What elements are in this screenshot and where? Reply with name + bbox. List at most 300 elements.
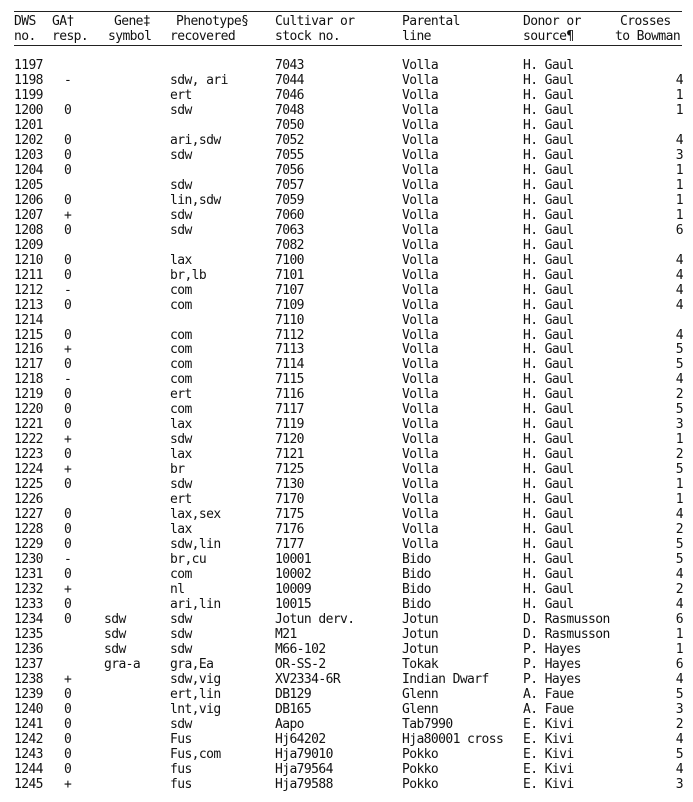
parental-cell: Volla xyxy=(402,447,439,463)
dws-cell: 1225 xyxy=(14,477,43,493)
donor-cell: H. Gaul xyxy=(523,267,574,283)
cultivar-cell: 7120 xyxy=(275,432,304,448)
donor-cell: E. Kivi xyxy=(523,731,574,747)
dws-cell: 1222 xyxy=(14,432,43,448)
donor-cell: H. Gaul xyxy=(523,297,574,313)
header-parental-line1: Parental xyxy=(402,14,460,29)
header-rule xyxy=(14,45,682,46)
donor-cell: P. Hayes xyxy=(523,671,581,687)
ga-cell: 0 xyxy=(64,267,72,283)
phenotype-cell: sdw xyxy=(170,641,192,657)
phenotype-cell: com xyxy=(170,402,192,418)
phenotype-cell: com xyxy=(170,342,192,358)
parental-cell: Hja80001 cross xyxy=(402,731,504,747)
crosses-cell: 4 xyxy=(675,731,683,747)
ga-cell: 0 xyxy=(64,716,72,732)
donor-cell: H. Gaul xyxy=(523,417,574,433)
crosses-cell: 4 xyxy=(675,297,683,313)
cultivar-cell: 10015 xyxy=(275,596,312,612)
crosses-cell: 1 xyxy=(675,477,683,493)
dws-cell: 1242 xyxy=(14,731,43,747)
phenotype-cell: Fus xyxy=(170,731,192,747)
crosses-cell: 1 xyxy=(675,177,683,193)
header-dws-line2: no. xyxy=(14,29,36,44)
cultivar-cell: M66-102 xyxy=(275,641,326,657)
cultivar-cell: 10002 xyxy=(275,567,312,582)
cultivar-cell: 7052 xyxy=(275,132,304,148)
phenotype-cell: ert xyxy=(170,387,192,403)
dws-cell: 1234 xyxy=(14,611,43,627)
donor-cell: E. Kivi xyxy=(523,776,574,792)
crosses-cell: 4 xyxy=(675,372,683,388)
ga-cell: + xyxy=(64,207,72,223)
cultivar-cell: 7177 xyxy=(275,537,304,552)
crosses-cell: 4 xyxy=(675,596,683,612)
phenotype-cell: br,cu xyxy=(170,552,207,567)
donor-cell: H. Gaul xyxy=(523,387,574,403)
dws-cell: 1207 xyxy=(14,207,43,223)
dws-cell: 1221 xyxy=(14,417,43,433)
phenotype-cell: sdw, ari xyxy=(170,73,228,88)
cultivar-cell: 7176 xyxy=(275,522,304,538)
crosses-cell: 1 xyxy=(675,102,683,118)
donor-cell: H. Gaul xyxy=(523,192,574,208)
crosses-cell: 5 xyxy=(675,746,683,762)
donor-cell: H. Gaul xyxy=(523,147,574,163)
dws-cell: 1199 xyxy=(14,87,43,103)
parental-cell: Bido xyxy=(402,582,431,597)
parental-cell: Volla xyxy=(402,162,439,178)
parental-cell: Tokak xyxy=(402,656,439,672)
dws-cell: 1240 xyxy=(14,701,43,717)
ga-cell: + xyxy=(64,432,72,448)
cultivar-cell: 7125 xyxy=(275,462,304,478)
dws-cell: 1214 xyxy=(14,312,43,328)
cultivar-cell: 7109 xyxy=(275,297,304,313)
crosses-cell: 2 xyxy=(675,522,683,538)
ga-cell: 0 xyxy=(64,132,72,148)
parental-cell: Volla xyxy=(402,492,439,508)
donor-cell: A. Faue xyxy=(523,701,574,717)
dws-cell: 1200 xyxy=(14,102,43,118)
cultivar-cell: 7110 xyxy=(275,312,304,328)
crosses-cell: 5 xyxy=(675,402,683,418)
phenotype-cell: sdw xyxy=(170,626,192,642)
crosses-cell: 5 xyxy=(675,357,683,373)
ga-cell: + xyxy=(64,776,72,792)
phenotype-cell: lax,sex xyxy=(170,507,221,523)
phenotype-cell: sdw xyxy=(170,611,192,627)
crosses-cell: 2 xyxy=(675,582,683,597)
phenotype-cell: sdw xyxy=(170,207,192,223)
phenotype-cell: lax xyxy=(170,522,192,538)
dws-cell: 1226 xyxy=(14,492,43,508)
cultivar-cell: 7059 xyxy=(275,192,304,208)
crosses-cell: 4 xyxy=(675,267,683,283)
gene-cell: sdw xyxy=(104,611,126,627)
ga-cell: 0 xyxy=(64,761,72,777)
crosses-cell: 1 xyxy=(675,192,683,208)
parental-cell: Volla xyxy=(402,237,439,253)
parental-cell: Volla xyxy=(402,132,439,148)
crosses-cell: 1 xyxy=(675,162,683,178)
dws-cell: 1235 xyxy=(14,626,43,642)
donor-cell: E. Kivi xyxy=(523,746,574,762)
ga-cell: 0 xyxy=(64,402,72,418)
parental-cell: Tab7990 xyxy=(402,716,453,732)
dws-cell: 1217 xyxy=(14,357,43,373)
parental-cell: Volla xyxy=(402,537,439,552)
ga-cell: 0 xyxy=(64,507,72,523)
dws-cell: 1218 xyxy=(14,372,43,388)
phenotype-cell: fus xyxy=(170,776,192,792)
parental-cell: Glenn xyxy=(402,701,439,717)
ga-cell: + xyxy=(64,671,72,687)
donor-cell: E. Kivi xyxy=(523,761,574,777)
dws-cell: 1201 xyxy=(14,117,43,133)
donor-cell: H. Gaul xyxy=(523,102,574,118)
crosses-cell: 2 xyxy=(675,716,683,732)
header-dws-line1: DWS xyxy=(14,14,36,29)
dws-cell: 1244 xyxy=(14,761,43,777)
parental-cell: Volla xyxy=(402,267,439,283)
parental-cell: Volla xyxy=(402,147,439,163)
parental-cell: Volla xyxy=(402,252,439,268)
parental-cell: Volla xyxy=(402,207,439,223)
crosses-cell: 3 xyxy=(675,701,683,717)
parental-cell: Volla xyxy=(402,432,439,448)
donor-cell: H. Gaul xyxy=(523,462,574,478)
gene-cell: gra-a xyxy=(104,656,141,672)
donor-cell: H. Gaul xyxy=(523,567,574,582)
parental-cell: Volla xyxy=(402,192,439,208)
ga-cell: 0 xyxy=(64,102,72,118)
phenotype-cell: sdw,vig xyxy=(170,671,221,687)
parental-cell: Glenn xyxy=(402,686,439,702)
ga-cell: 0 xyxy=(64,567,72,582)
dws-cell: 1203 xyxy=(14,147,43,163)
phenotype-cell: sdw xyxy=(170,177,192,193)
crosses-cell: 1 xyxy=(675,87,683,103)
cultivar-cell: 7055 xyxy=(275,147,304,163)
phenotype-cell: sdw xyxy=(170,222,192,238)
donor-cell: E. Kivi xyxy=(523,716,574,732)
donor-cell: H. Gaul xyxy=(523,327,574,343)
crosses-cell: 6 xyxy=(675,656,683,672)
dws-cell: 1228 xyxy=(14,522,43,538)
phenotype-cell: ert xyxy=(170,87,192,103)
ga-cell: 0 xyxy=(64,701,72,717)
dws-cell: 1239 xyxy=(14,686,43,702)
donor-cell: A. Faue xyxy=(523,686,574,702)
cultivar-cell: 7113 xyxy=(275,342,304,358)
dws-cell: 1220 xyxy=(14,402,43,418)
header-phenotype-line1: Phenotype§ xyxy=(176,14,249,29)
donor-cell: H. Gaul xyxy=(523,73,574,88)
parental-cell: Volla xyxy=(402,312,439,328)
dws-cell: 1209 xyxy=(14,237,43,253)
cultivar-cell: 7082 xyxy=(275,237,304,253)
parental-cell: Volla xyxy=(402,73,439,88)
phenotype-cell: sdw xyxy=(170,432,192,448)
phenotype-cell: com xyxy=(170,357,192,373)
phenotype-cell: Fus,com xyxy=(170,746,221,762)
cultivar-cell: 7044 xyxy=(275,73,304,88)
gene-cell: sdw xyxy=(104,626,126,642)
crosses-cell: 4 xyxy=(675,327,683,343)
cultivar-cell: OR-SS-2 xyxy=(275,656,326,672)
donor-cell: H. Gaul xyxy=(523,222,574,238)
ga-cell: 0 xyxy=(64,746,72,762)
ga-cell: - xyxy=(64,372,72,388)
phenotype-cell: sdw,lin xyxy=(170,537,221,552)
dws-cell: 1216 xyxy=(14,342,43,358)
header-crosses-line2: to Bowman xyxy=(615,29,681,44)
ga-cell: 0 xyxy=(64,297,72,313)
parental-cell: Jotun xyxy=(402,641,439,657)
dws-cell: 1213 xyxy=(14,297,43,313)
donor-cell: P. Hayes xyxy=(523,641,581,657)
phenotype-cell: br,lb xyxy=(170,267,207,283)
phenotype-cell: fus xyxy=(170,761,192,777)
donor-cell: H. Gaul xyxy=(523,402,574,418)
ga-cell: 0 xyxy=(64,147,72,163)
crosses-cell: 5 xyxy=(675,462,683,478)
cultivar-cell: Hja79010 xyxy=(275,746,333,762)
phenotype-cell: lin,sdw xyxy=(170,192,221,208)
phenotype-cell: ari,sdw xyxy=(170,132,221,148)
gene-cell: sdw xyxy=(104,641,126,657)
cultivar-cell: 7112 xyxy=(275,327,304,343)
crosses-cell: 2 xyxy=(675,447,683,463)
dws-cell: 1223 xyxy=(14,447,43,463)
phenotype-cell: com xyxy=(170,327,192,343)
header-cultivar-line1: Cultivar or xyxy=(275,14,355,29)
parental-cell: Volla xyxy=(402,417,439,433)
cultivar-cell: 10009 xyxy=(275,582,312,597)
donor-cell: H. Gaul xyxy=(523,312,574,328)
ga-cell: 0 xyxy=(64,537,72,552)
phenotype-cell: com xyxy=(170,567,192,582)
parental-cell: Volla xyxy=(402,507,439,523)
ga-cell: 0 xyxy=(64,357,72,373)
dws-cell: 1205 xyxy=(14,177,43,193)
cultivar-cell: 7117 xyxy=(275,402,304,418)
donor-cell: H. Gaul xyxy=(523,537,574,552)
cultivar-cell: DB129 xyxy=(275,686,312,702)
phenotype-cell: ert xyxy=(170,492,192,508)
parental-cell: Volla xyxy=(402,282,439,298)
header-gene-line2: symbol xyxy=(108,29,152,44)
donor-cell: H. Gaul xyxy=(523,507,574,523)
phenotype-cell: sdw xyxy=(170,716,192,732)
dws-cell: 1219 xyxy=(14,387,43,403)
dws-cell: 1198 xyxy=(14,73,43,88)
cultivar-cell: 7056 xyxy=(275,162,304,178)
phenotype-cell: br xyxy=(170,462,185,478)
ga-cell: - xyxy=(64,282,72,298)
parental-cell: Volla xyxy=(402,87,439,103)
phenotype-cell: com xyxy=(170,297,192,313)
parental-cell: Volla xyxy=(402,177,439,193)
donor-cell: H. Gaul xyxy=(523,117,574,133)
phenotype-cell: lnt,vig xyxy=(170,701,221,717)
crosses-cell: 4 xyxy=(675,252,683,268)
cultivar-cell: Hj64202 xyxy=(275,731,326,747)
parental-cell: Indian Dwarf xyxy=(402,671,489,687)
cultivar-cell: 7048 xyxy=(275,102,304,118)
parental-cell: Volla xyxy=(402,462,439,478)
phenotype-cell: sdw xyxy=(170,102,192,118)
crosses-cell: 5 xyxy=(675,686,683,702)
parental-cell: Volla xyxy=(402,522,439,538)
cultivar-cell: 7107 xyxy=(275,282,304,298)
ga-cell: 0 xyxy=(64,596,72,612)
donor-cell: H. Gaul xyxy=(523,596,574,612)
dws-cell: 1241 xyxy=(14,716,43,732)
dws-cell: 1243 xyxy=(14,746,43,762)
dws-cell: 1210 xyxy=(14,252,43,268)
parental-cell: Pokko xyxy=(402,746,439,762)
phenotype-cell: lax xyxy=(170,447,192,463)
cultivar-cell: 7170 xyxy=(275,492,304,508)
header-donor-line1: Donor or xyxy=(523,14,581,29)
parental-cell: Jotun xyxy=(402,626,439,642)
donor-cell: H. Gaul xyxy=(523,357,574,373)
cultivar-cell: 7114 xyxy=(275,357,304,373)
ga-cell: 0 xyxy=(64,522,72,538)
phenotype-cell: com xyxy=(170,282,192,298)
cultivar-cell: 7060 xyxy=(275,207,304,223)
ga-cell: 0 xyxy=(64,611,72,627)
donor-cell: H. Gaul xyxy=(523,237,574,253)
header-cultivar-line2: stock no. xyxy=(275,29,341,44)
cultivar-cell: 7050 xyxy=(275,117,304,133)
crosses-cell: 5 xyxy=(675,342,683,358)
donor-cell: H. Gaul xyxy=(523,87,574,103)
donor-cell: H. Gaul xyxy=(523,522,574,538)
parental-cell: Volla xyxy=(402,117,439,133)
cultivar-cell: DB165 xyxy=(275,701,312,717)
ga-cell: 0 xyxy=(64,477,72,493)
parental-cell: Volla xyxy=(402,297,439,313)
cultivar-cell: 7100 xyxy=(275,252,304,268)
crosses-cell: 3 xyxy=(675,147,683,163)
crosses-cell: 1 xyxy=(675,207,683,223)
header-phenotype-line2: recovered xyxy=(170,29,236,44)
dws-cell: 1206 xyxy=(14,192,43,208)
cultivar-cell: Hja79588 xyxy=(275,776,333,792)
donor-cell: H. Gaul xyxy=(523,372,574,388)
dws-cell: 1197 xyxy=(14,58,43,73)
ga-cell: + xyxy=(64,462,72,478)
phenotype-cell: lax xyxy=(170,417,192,433)
header-parental-line2: line xyxy=(402,29,431,44)
cultivar-cell: 7063 xyxy=(275,222,304,238)
top-rule xyxy=(14,11,682,12)
crosses-cell: 4 xyxy=(675,132,683,148)
cultivar-cell: XV2334-6R xyxy=(275,671,341,687)
donor-cell: H. Gaul xyxy=(523,477,574,493)
dws-cell: 1230 xyxy=(14,552,43,567)
donor-cell: H. Gaul xyxy=(523,447,574,463)
phenotype-cell: sdw xyxy=(170,147,192,163)
dws-cell: 1245 xyxy=(14,776,43,792)
dws-cell: 1202 xyxy=(14,132,43,148)
dws-cell: 1231 xyxy=(14,567,43,582)
ga-cell: 0 xyxy=(64,252,72,268)
cultivar-cell: 7115 xyxy=(275,372,304,388)
donor-cell: D. Rasmusson xyxy=(523,611,610,627)
dws-cell: 1237 xyxy=(14,656,43,672)
dws-cell: 1233 xyxy=(14,596,43,612)
donor-cell: H. Gaul xyxy=(523,132,574,148)
ga-cell: + xyxy=(64,342,72,358)
header-donor-line2: source¶ xyxy=(523,29,574,44)
donor-cell: H. Gaul xyxy=(523,432,574,448)
dws-cell: 1204 xyxy=(14,162,43,178)
dws-cell: 1232 xyxy=(14,582,43,597)
parental-cell: Pokko xyxy=(402,776,439,792)
donor-cell: H. Gaul xyxy=(523,58,574,73)
crosses-cell: 4 xyxy=(675,73,683,88)
header-ga-line1: GA† xyxy=(52,14,74,29)
cultivar-cell: 7175 xyxy=(275,507,304,523)
dws-cell: 1211 xyxy=(14,267,43,283)
ga-cell: - xyxy=(64,73,72,88)
ga-cell: 0 xyxy=(64,447,72,463)
phenotype-cell: com xyxy=(170,372,192,388)
phenotype-cell: lax xyxy=(170,252,192,268)
crosses-cell: 3 xyxy=(675,417,683,433)
crosses-cell: 1 xyxy=(675,626,683,642)
parental-cell: Volla xyxy=(402,372,439,388)
header-ga-line2: resp. xyxy=(52,29,89,44)
parental-cell: Bido xyxy=(402,596,431,612)
donor-cell: H. Gaul xyxy=(523,207,574,223)
dws-cell: 1212 xyxy=(14,282,43,298)
cultivar-cell: M21 xyxy=(275,626,297,642)
dws-cell: 1224 xyxy=(14,462,43,478)
phenotype-cell: ert,lin xyxy=(170,686,221,702)
crosses-cell: 2 xyxy=(675,387,683,403)
parental-cell: Volla xyxy=(402,327,439,343)
parental-cell: Jotun xyxy=(402,611,439,627)
donor-cell: P. Hayes xyxy=(523,656,581,672)
cultivar-cell: 7119 xyxy=(275,417,304,433)
ga-cell: + xyxy=(64,582,72,597)
cultivar-cell: 7046 xyxy=(275,87,304,103)
phenotype-cell: gra,Ea xyxy=(170,656,214,672)
crosses-cell: 1 xyxy=(675,492,683,508)
crosses-cell: 1 xyxy=(675,432,683,448)
cultivar-cell: 7043 xyxy=(275,58,304,73)
ga-cell: 0 xyxy=(64,417,72,433)
donor-cell: H. Gaul xyxy=(523,582,574,597)
cultivar-cell: 7130 xyxy=(275,477,304,493)
phenotype-cell: sdw xyxy=(170,477,192,493)
donor-cell: H. Gaul xyxy=(523,177,574,193)
ga-cell: 0 xyxy=(64,162,72,178)
ga-cell: 0 xyxy=(64,327,72,343)
cultivar-cell: Aapo xyxy=(275,716,304,732)
dws-cell: 1215 xyxy=(14,327,43,343)
crosses-cell: 4 xyxy=(675,567,683,582)
cultivar-cell: 10001 xyxy=(275,552,312,567)
donor-cell: H. Gaul xyxy=(523,492,574,508)
parental-cell: Bido xyxy=(402,567,431,582)
crosses-cell: 4 xyxy=(675,282,683,298)
